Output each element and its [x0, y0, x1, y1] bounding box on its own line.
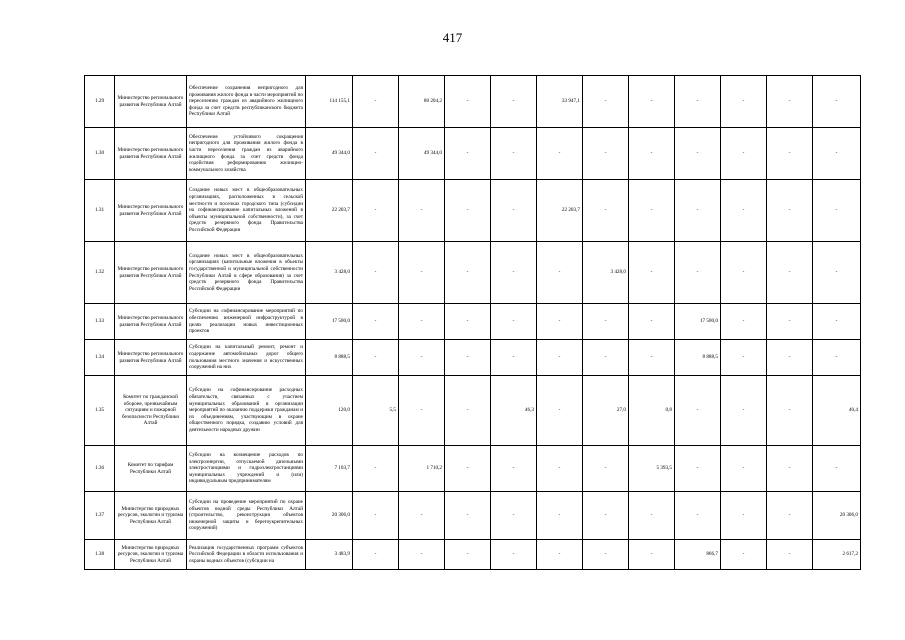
- amount-cell: -: [583, 304, 629, 340]
- amount-cell: -: [537, 540, 583, 570]
- amount-cell: -: [353, 128, 399, 180]
- description-cell: Обеспечение сохранения непригодного для проживания жилого фонда в части мероприятий по переселению граждан из аварийного жилищного фонда за счет средств республиканского бюджета Республики Алтай: [187, 76, 306, 128]
- amount-cell: -: [445, 340, 491, 376]
- amount-cell: 3 483,9: [306, 540, 353, 570]
- amount-cell: 7 103,7: [306, 446, 353, 492]
- row-number-cell: 1.32: [85, 242, 115, 304]
- row-number-cell: 1.36: [85, 446, 115, 492]
- amount-cell: 20 306,0: [306, 492, 353, 540]
- amount-cell: 866,7: [675, 540, 721, 570]
- amount-cell: -: [445, 492, 491, 540]
- amount-cell: 17 500,0: [675, 304, 721, 340]
- amount-cell: -: [629, 180, 675, 242]
- amount-cell: -: [353, 340, 399, 376]
- amount-cell: -: [629, 128, 675, 180]
- amount-cell: -: [767, 128, 813, 180]
- amount-cell: 1 710,2: [399, 446, 445, 492]
- amount-cell: -: [353, 304, 399, 340]
- amount-cell: 20 306,0: [813, 492, 861, 540]
- table-row: [85, 446, 861, 492]
- description-cell: Субсидии на софинансирование мероприятий по обеспечению инженерной инфраструктурой в целях реализации новых инвестиционных проектов: [187, 304, 306, 340]
- amount-cell: -: [629, 76, 675, 128]
- amount-cell: -: [675, 446, 721, 492]
- amount-cell: -: [721, 304, 767, 340]
- amount-cell: -: [629, 242, 675, 304]
- amount-cell: -: [445, 304, 491, 340]
- amount-cell: 2 617,2: [813, 540, 861, 570]
- amount-cell: -: [491, 128, 537, 180]
- description-cell: Обеспечение устойчивого сокращения непригодного для проживания жилого фонда в части переселения граждан из аварийного жилищного фонда за счет средств фонда содействия реформированию жилищно-коммунального хозяйства: [187, 128, 306, 180]
- amount-cell: 3 428,0: [306, 242, 353, 304]
- amount-cell: 49 344,0: [306, 128, 353, 180]
- description-cell: Субсидии на возмещение расходов по электроэнергии, отпускаемой дизельными электростанциями и гидроэлектростанциями муниципальных учреждений и (или) индивидуальным предпринимателям: [187, 446, 306, 492]
- description-cell: Реализация государственных программ субъектов Российской Федерации в области использования и охраны водных объектов (субсидии на: [187, 540, 306, 570]
- amount-cell: -: [813, 180, 861, 242]
- amount-cell: -: [399, 242, 445, 304]
- amount-cell: -: [767, 340, 813, 376]
- row-number-cell: 1.29: [85, 76, 115, 128]
- amount-cell: -: [491, 304, 537, 340]
- amount-cell: -: [445, 180, 491, 242]
- amount-cell: -: [491, 446, 537, 492]
- budget-table: [84, 75, 861, 570]
- amount-cell: -: [767, 304, 813, 340]
- amount-cell: -: [353, 242, 399, 304]
- amount-cell: -: [813, 128, 861, 180]
- row-number-cell: 1.35: [85, 376, 115, 446]
- amount-cell: -: [767, 492, 813, 540]
- amount-cell: 3 428,0: [583, 242, 629, 304]
- amount-cell: -: [629, 492, 675, 540]
- amount-cell: -: [399, 180, 445, 242]
- amount-cell: -: [767, 446, 813, 492]
- amount-cell: -: [537, 376, 583, 446]
- amount-cell: -: [583, 540, 629, 570]
- amount-cell: 8 888,5: [306, 340, 353, 376]
- amount-cell: -: [813, 76, 861, 128]
- organization-cell: Министерство регионального развития Республики Алтай: [115, 180, 187, 242]
- organization-cell: Министерство природных ресурсов, экологии и туризма Республики Алтай: [115, 540, 187, 570]
- organization-cell: Комитет по гражданской обороне, чрезвычайным ситуациям и пожарной безопасности Республики Алтай: [115, 376, 187, 446]
- amount-cell: -: [583, 340, 629, 376]
- amount-cell: 5 393,5: [629, 446, 675, 492]
- amount-cell: 80 204,2: [399, 76, 445, 128]
- amount-cell: -: [721, 128, 767, 180]
- organization-cell: Министерство регионального развития Республики Алтай: [115, 76, 187, 128]
- amount-cell: -: [537, 242, 583, 304]
- amount-cell: -: [721, 340, 767, 376]
- amount-cell: 0,8: [629, 376, 675, 446]
- amount-cell: 120,0: [306, 376, 353, 446]
- table-row: [85, 76, 861, 128]
- table-row: [85, 128, 861, 180]
- amount-cell: -: [583, 76, 629, 128]
- amount-cell: -: [445, 242, 491, 304]
- organization-cell: Министерство регионального развития Республики Алтай: [115, 242, 187, 304]
- description-cell: Создание новых мест в общеобразовательных организациях, расположенных в сельской местности и поселках городского типа (субсидии на софинансирование капитальных вложений в объекты муниципальной собственности), за счет средств резервного фонда Правительства Российской Федерации: [187, 180, 306, 242]
- amount-cell: -: [813, 242, 861, 304]
- amount-cell: -: [445, 128, 491, 180]
- row-number-cell: 1.31: [85, 180, 115, 242]
- amount-cell: -: [721, 492, 767, 540]
- row-number-cell: 1.30: [85, 128, 115, 180]
- amount-cell: -: [399, 304, 445, 340]
- amount-cell: -: [491, 492, 537, 540]
- amount-cell: -: [353, 446, 399, 492]
- amount-cell: -: [537, 492, 583, 540]
- table-row: [85, 242, 861, 304]
- amount-cell: -: [399, 540, 445, 570]
- row-number-cell: 1.38: [85, 540, 115, 570]
- row-number-cell: 1.34: [85, 340, 115, 376]
- row-number-cell: 1.37: [85, 492, 115, 540]
- amount-cell: -: [767, 180, 813, 242]
- amount-cell: -: [767, 242, 813, 304]
- amount-cell: 22 203,7: [537, 180, 583, 242]
- amount-cell: -: [767, 376, 813, 446]
- amount-cell: -: [445, 446, 491, 492]
- budget-table-body: [85, 76, 861, 570]
- table-row: [85, 180, 861, 242]
- organization-cell: Комитет по тарифам Республики Алтай: [115, 446, 187, 492]
- table-row: [85, 376, 861, 446]
- amount-cell: -: [353, 180, 399, 242]
- amount-cell: 22 203,7: [306, 180, 353, 242]
- description-cell: Субсидии на проведение мероприятий по охране объектов водной среды Республики Алтай (строительство, реконструкция объектов инженерной защиты и берегоукрепительных сооружений): [187, 492, 306, 540]
- amount-cell: -: [721, 76, 767, 128]
- page-number: 417: [442, 30, 463, 45]
- amount-cell: -: [675, 492, 721, 540]
- amount-cell: -: [399, 340, 445, 376]
- amount-cell: -: [629, 340, 675, 376]
- amount-cell: -: [767, 76, 813, 128]
- amount-cell: 49 344,0: [399, 128, 445, 180]
- amount-cell: -: [491, 340, 537, 376]
- amount-cell: 40,4: [813, 376, 861, 446]
- amount-cell: -: [583, 446, 629, 492]
- amount-cell: -: [675, 376, 721, 446]
- amount-cell: -: [491, 540, 537, 570]
- amount-cell: -: [583, 492, 629, 540]
- amount-cell: -: [445, 376, 491, 446]
- organization-cell: Министерство природных ресурсов, экологии и туризма Республики Алтай: [115, 492, 187, 540]
- amount-cell: -: [583, 128, 629, 180]
- amount-cell: -: [721, 242, 767, 304]
- table-row: [85, 492, 861, 540]
- amount-cell: -: [813, 340, 861, 376]
- amount-cell: -: [721, 540, 767, 570]
- organization-cell: Министерство регионального развития Республики Алтай: [115, 340, 187, 376]
- amount-cell: -: [399, 492, 445, 540]
- amount-cell: 27,0: [583, 376, 629, 446]
- amount-cell: -: [353, 540, 399, 570]
- organization-cell: Министерство регионального развития Республики Алтай: [115, 304, 187, 340]
- amount-cell: -: [721, 376, 767, 446]
- amount-cell: -: [721, 446, 767, 492]
- amount-cell: -: [583, 180, 629, 242]
- amount-cell: -: [399, 376, 445, 446]
- amount-cell: 8 888,5: [675, 340, 721, 376]
- amount-cell: -: [491, 76, 537, 128]
- amount-cell: -: [353, 76, 399, 128]
- amount-cell: -: [537, 304, 583, 340]
- amount-cell: -: [537, 128, 583, 180]
- amount-cell: -: [629, 304, 675, 340]
- amount-cell: -: [675, 180, 721, 242]
- row-number-cell: 1.33: [85, 304, 115, 340]
- amount-cell: -: [629, 540, 675, 570]
- amount-cell: -: [353, 492, 399, 540]
- amount-cell: -: [675, 242, 721, 304]
- amount-cell: -: [445, 76, 491, 128]
- amount-cell: -: [813, 304, 861, 340]
- amount-cell: -: [491, 242, 537, 304]
- amount-cell: -: [445, 540, 491, 570]
- amount-cell: -: [491, 180, 537, 242]
- amount-cell: 5,5: [353, 376, 399, 446]
- table-row: [85, 304, 861, 340]
- amount-cell: -: [813, 446, 861, 492]
- amount-cell: -: [675, 128, 721, 180]
- amount-cell: -: [537, 446, 583, 492]
- organization-cell: Министерство регионального развития Республики Алтай: [115, 128, 187, 180]
- amount-cell: -: [767, 540, 813, 570]
- amount-cell: 114 155,1: [306, 76, 353, 128]
- amount-cell: -: [675, 76, 721, 128]
- table-row: [85, 340, 861, 376]
- description-cell: Субсидии на софинансирование расходных обязательств, связанных с участием муниципальных образований в организации мероприятий по оказанию поддержки гражданам и их объединениям, участвующим в охране общественного порядка, создавию условий для деятельности народных дружин: [187, 376, 306, 446]
- amount-cell: -: [721, 180, 767, 242]
- amount-cell: 46,3: [491, 376, 537, 446]
- amount-cell: 17 500,0: [306, 304, 353, 340]
- description-cell: Создание новых мест в общеобразовательных организациях (капитальные вложения в объекты государственной и муниципальной собственности Республики Алтай в сфере образования) за счет средств резервного фонда Правительства Российской Федерации: [187, 242, 306, 304]
- description-cell: Субсидии на капитальный ремонт, ремонт и содержание автомобильных дорог общего пользования местного значения и искусственных сооружений на них: [187, 340, 306, 376]
- table-row: [85, 540, 861, 570]
- amount-cell: -: [537, 340, 583, 376]
- amount-cell: 33 947,1: [537, 76, 583, 128]
